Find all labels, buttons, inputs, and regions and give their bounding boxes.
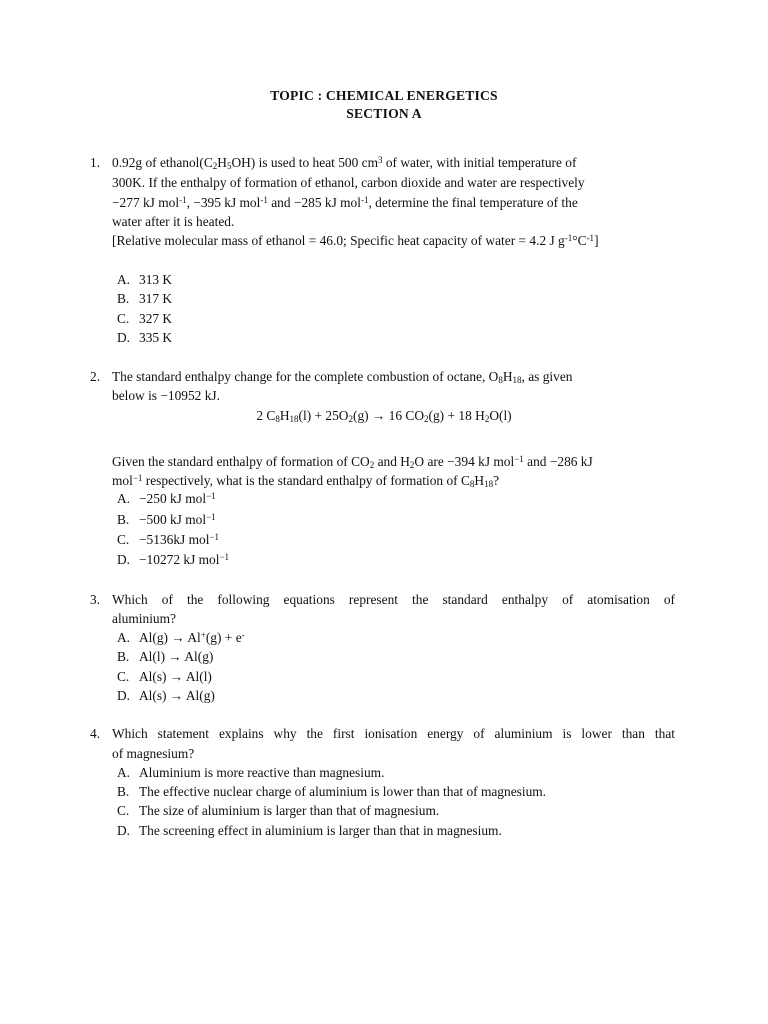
option-text[interactable]: The effective nuclear charge of aluminium is lower than that of magnesium. — [139, 784, 547, 799]
option-letter[interactable]: B. — [117, 784, 130, 799]
question-text: aluminium? — [112, 611, 176, 626]
option-text[interactable]: Aluminium is more reactive than magnesium. — [139, 765, 385, 780]
option-text[interactable]: 327 K — [139, 311, 173, 326]
option-text[interactable]: 313 K — [139, 272, 173, 287]
option-letter[interactable]: D. — [117, 330, 131, 345]
question-text: Which of the following equations represent the standard enthalpy of atomisation of — [112, 592, 675, 607]
section-title: SECTION A — [346, 106, 422, 121]
option-letter[interactable]: B. — [117, 649, 130, 664]
option-letter[interactable]: A. — [117, 765, 131, 780]
question-text: The standard enthalpy change for the complete combustion of octane, $O_8H_{18}$, as given — [112, 369, 573, 385]
option-text[interactable]: Al(l) → Al(g) — [139, 649, 214, 664]
combustion-equation: 2 $C_8H_{18}(l) + 25O_2(g) \to 16$ $CO_2(g) + 18$ $H_2O(l)$ — [256, 408, 512, 424]
option-letter[interactable]: A. — [117, 272, 131, 287]
option-letter[interactable]: C. — [117, 311, 130, 326]
option-letter[interactable]: B. — [117, 291, 130, 306]
option-text[interactable]: −250 kJ mol$^{-1}$ — [139, 491, 216, 506]
option-text[interactable]: −10272 kJ mol$^{-1}$ — [139, 552, 230, 567]
option-text[interactable]: Al(s) → Al(g) — [139, 688, 215, 703]
question-text: mol$^{-1}$ respectively, what is the standard enthalpy of formation of $C_8H_{18}$? — [112, 473, 500, 489]
question-text: below is −10952 kJ. — [112, 388, 220, 403]
question-text: 0.92g of $ethanol(C_2H_5OH)$ is used to heat 500 $cm^3$ of water, with initial temperature of — [112, 155, 577, 171]
option-text[interactable]: The screening effect in aluminium is larger than that in magnesium. — [139, 823, 502, 838]
option-letter[interactable]: D. — [117, 688, 131, 703]
question-text: −277 kJ mol$^{-1}$, −395 kJ mol$^{-1}$ and −285 kJ mol$^{-1}$, determine the final temperature of the — [112, 195, 578, 210]
question-number: 2. — [90, 369, 101, 384]
question-text: Which statement explains why the first ionisation energy of aluminium is lower than that — [112, 726, 675, 741]
question-text: of magnesium? — [112, 746, 195, 761]
option-letter[interactable]: D. — [117, 823, 131, 838]
question-number: 4. — [90, 726, 101, 741]
option-text[interactable]: Al(s) → Al(l) — [139, 669, 212, 684]
question-text: Given the standard enthalpy of formation of $CO_2$ and $H_2O$ are −394 kJ mol$^{-1}$ and −286 kJ — [112, 454, 593, 470]
option-text[interactable]: −5136kJ mol$^{-1}$ — [139, 532, 219, 547]
option-letter[interactable]: C. — [117, 532, 130, 547]
option-text[interactable]: 317 K — [139, 291, 173, 306]
topic-title: TOPIC : CHEMICAL ENERGETICS — [270, 88, 498, 103]
option-letter[interactable]: A. — [117, 630, 131, 645]
question-number: 1. — [90, 155, 101, 170]
option-letter[interactable]: C. — [117, 669, 130, 684]
option-letter[interactable]: B. — [117, 512, 130, 527]
option-letter[interactable]: A. — [117, 491, 131, 506]
option-text[interactable]: Al(g) → Al+(g) + e- — [139, 630, 245, 645]
option-text[interactable]: −500 kJ mol$^{-1}$ — [139, 512, 216, 527]
question-text: water after it is heated. — [112, 214, 235, 229]
option-letter[interactable]: D. — [117, 552, 131, 567]
option-letter[interactable]: C. — [117, 803, 130, 818]
option-text[interactable]: 335 K — [139, 330, 173, 345]
question-text: [Relative molecular mass of ethanol = 46.0; Specific heat capacity of water = 4.2 J $g^{-1}^\circ C^{-1}$] — [112, 233, 599, 248]
question-number: 3. — [90, 592, 101, 607]
option-text[interactable]: The size of aluminium is larger than that of magnesium. — [139, 803, 440, 818]
question-text: 300K. If the enthalpy of formation of ethanol, carbon dioxide and water are respectively — [112, 175, 585, 190]
